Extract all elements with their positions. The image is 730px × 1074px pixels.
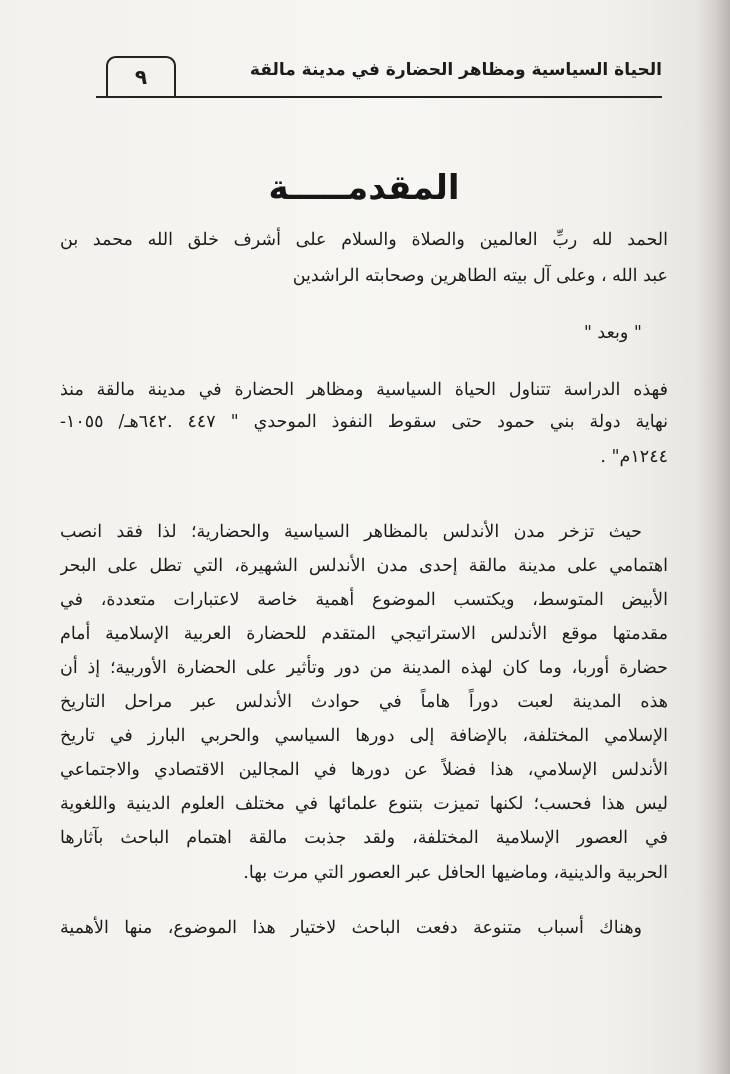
text-line: هذه المدينة لعبت دوراً هاماً في حوادث الأندلس عبر مراحل التاريخ	[60, 692, 668, 712]
text-line: في العصور الإسلامية المختلفة، ولقد جذبت مالقة اهتمام الباحث بآثارها	[60, 828, 668, 848]
text-line: وهناك أسباب متنوعة دفعت الباحث لاختيار هذا الموضوع، منها الأهمية	[60, 918, 642, 938]
text-line: مقدمتها موقع الأندلس الاستراتيجي المتقدم للحضارة العربية الإسلامية أمام	[60, 624, 668, 644]
text-line: ليس هذا فحسب؛ لكنها تميزت بتنوع علمائها في مختلف العلوم الدينية واللغوية	[60, 794, 668, 814]
text-line: الأندلس الإسلامي، هذا فضلاً عن دورها في المجالين الاقتصادي والاجتماعي	[60, 760, 668, 780]
text-line: الإسلامي المختلفة، بالإضافة إلى دورها السياسي والحربي البارز في تاريخ	[60, 726, 668, 746]
text-line: فهذه الدراسة تتناول الحياة السياسية ومظاهر الحضارة في مدينة مالقة منذ	[60, 380, 668, 400]
text-line: " وبعد "	[583, 323, 642, 343]
text-line: ١٢٤٤م" .	[600, 447, 668, 467]
page-number: ٩	[106, 56, 176, 96]
page-gutter-shadow	[696, 0, 730, 1074]
text-line: الحمد لله ربِّ العالمين والصلاة والسلام على أشرف خلق الله محمد بن	[60, 230, 668, 250]
running-header-title: الحياة السياسية ومظاهر الحضارة في مدينة مالقة	[249, 60, 662, 80]
text-line: حضارة أوربا، وما كان لهذه المدينة من دور وتأثير على الحضارة الأوربية؛ إذ أن	[60, 658, 668, 678]
running-header	[96, 56, 662, 100]
section-heading: المقدمـــــة	[268, 168, 460, 208]
text-line: حيث تزخر مدن الأندلس بالمظاهر السياسية والحضارية؛ لذا فقد انصب	[60, 522, 642, 542]
text-line: اهتمامي على مدينة مالقة إحدى مدن الأندلس الشهيرة، التي تطل على البحر	[60, 556, 668, 576]
text-line: نهاية دولة بني حمود حتى سقوط النفوذ الموحدي " ٤٤٧ .٦٤٢هـ/ ١٠٥٥-	[60, 412, 668, 432]
text-line: الحربية والدينية، وماضيها الحافل عبر العصور التي مرت بها.	[243, 863, 668, 883]
header-rule	[96, 96, 662, 98]
text-line: عبد الله ، وعلى آل بيته الطاهرين وصحابته الراشدين	[292, 266, 668, 286]
text-line: الأبيض المتوسط، ويكتسب الموضوع أهمية خاصة لاعتبارات متعددة، في	[60, 590, 668, 610]
